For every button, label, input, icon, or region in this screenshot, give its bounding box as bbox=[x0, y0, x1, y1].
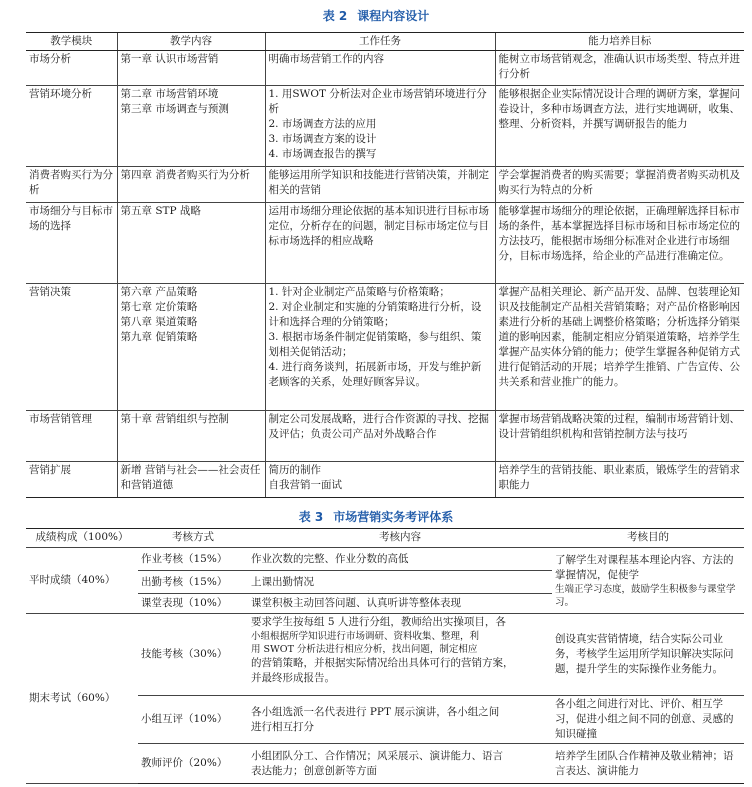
content-line: 并最终形成报告。 bbox=[251, 672, 335, 684]
content-line: 小组根据所学知识进行市场调研、资料收集、整理，利 bbox=[251, 631, 480, 642]
table-row bbox=[26, 51, 744, 86]
module-cell: 消费者购买行为分析 bbox=[26, 167, 117, 203]
assessment-content-cell bbox=[248, 614, 552, 696]
tasks-cell bbox=[265, 462, 495, 498]
course-content-table bbox=[26, 32, 744, 498]
task-line: 自我营销一面试 bbox=[268, 479, 342, 491]
assessment-content-cell bbox=[248, 696, 552, 744]
purpose-cell: 培养学生团队合作精神及敬业精神；语言表达、演讲能力 bbox=[552, 744, 744, 784]
header-purpose: 考核目的 bbox=[552, 529, 744, 548]
content-line: 表达能力；创意创新等方面 bbox=[251, 764, 377, 777]
tasks-cell bbox=[265, 167, 495, 203]
task-line: 明确市场营销工作的内容 bbox=[268, 53, 384, 65]
assessment-table bbox=[26, 528, 744, 784]
assessment-content-cell: 上课出勤情况 bbox=[248, 571, 552, 594]
tasks-cell bbox=[265, 86, 495, 167]
table-header-row bbox=[26, 529, 744, 548]
tasks-cell bbox=[265, 203, 495, 284]
content-line: 进行相互打分 bbox=[251, 720, 314, 733]
tasks-cell bbox=[265, 411, 495, 462]
purpose-cell: 各小组之间进行对比、评价、相互学习，促进小组之间不同的创意、灵感的知识碰撞 bbox=[552, 696, 744, 744]
table2-caption bbox=[0, 7, 752, 24]
content-cell bbox=[117, 462, 265, 498]
table-row bbox=[26, 548, 744, 571]
goal-cell: 掌握市场营销战略决策的过程，编制市场营销计划、设计营销组织机构和营销控制方法与技巧 bbox=[495, 411, 744, 462]
table-row bbox=[26, 203, 744, 284]
content-line: 新增 营销与社会——社会责任和营销道德 bbox=[120, 464, 261, 491]
module-cell: 市场细分与目标市场的选择 bbox=[26, 203, 117, 284]
task-line: 1. 用SWOT 分析法对企业市场营销环境进行分析 bbox=[268, 88, 487, 115]
content-cell bbox=[117, 411, 265, 462]
table-row bbox=[26, 284, 744, 411]
header-content: 教学内容 bbox=[117, 33, 265, 51]
content-line: 用 SWOT 分析法进行相应分析，找出问题，制定相应 bbox=[251, 644, 478, 655]
method-cell: 小组互评（10%） bbox=[138, 696, 248, 744]
task-line: 运用市场细分理论依据的基本知识进行目标市场定位，分析存在的问题，制定目标市场定位与目标市场选择的相应战略 bbox=[268, 205, 489, 247]
table2-caption-title: 课程内容设计 bbox=[357, 9, 430, 23]
goal-cell: 能够掌握市场细分的理论依据，正确理解选择目标市场的条件，基本掌握选择目标市场和目标市场定位的方法技巧，能根据市场细分标准对企业进行市场细分，目标市场选择，给企业的产品进行准确定位。 bbox=[495, 203, 744, 284]
content-line: 第六章 产品策略 bbox=[120, 286, 198, 298]
content-line: 第八章 渠道策略 bbox=[120, 316, 198, 328]
table-row bbox=[26, 614, 744, 696]
task-line: 简历的制作 bbox=[268, 464, 321, 476]
module-cell: 市场营销管理 bbox=[26, 411, 117, 462]
goal-cell: 培养学生的营销技能、职业素质，锻炼学生的营销求职能力 bbox=[495, 462, 744, 498]
task-line: 2. 市场调查方法的应用 bbox=[268, 118, 377, 130]
table3-caption-title: 市场营销实务考评体系 bbox=[333, 510, 454, 524]
method-cell: 作业考核（15%） bbox=[138, 548, 248, 571]
content-line: 第七章 定价策略 bbox=[120, 301, 198, 313]
purpose-line: 生端正学习态度，鼓励学生积极参与课堂学习。 bbox=[555, 583, 736, 608]
header-goal: 能力培养目标 bbox=[495, 33, 744, 51]
purpose-line: 了解学生对课程基本理论内容、方法的掌握情况，促使学 bbox=[555, 553, 734, 581]
table-row bbox=[26, 411, 744, 462]
module-cell: 市场分析 bbox=[26, 51, 117, 86]
content-cell bbox=[117, 203, 265, 284]
assessment-content-cell bbox=[248, 744, 552, 784]
assessment-content-cell: 课堂积极主动回答问题、认真听讲等整体表现 bbox=[248, 594, 552, 614]
header-assessment-content: 考核内容 bbox=[248, 529, 552, 548]
task-line: 3. 根据市场条件制定促销策略，参与组织、策划相关促销活动； bbox=[268, 331, 482, 358]
content-line: 第二章 市场营销环境 bbox=[120, 88, 219, 100]
content-cell bbox=[117, 284, 265, 411]
group-label-final: 期末考试（60%） bbox=[26, 614, 138, 784]
task-line: 3. 市场调查方案的设计 bbox=[268, 133, 377, 145]
method-cell: 课堂表现（10%） bbox=[138, 594, 248, 614]
method-cell: 教师评价（20%） bbox=[138, 744, 248, 784]
content-line: 第一章 认识市场营销 bbox=[120, 53, 219, 65]
goal-cell: 掌握产品相关理论、新产品开发、品牌、包装理论知识及技能制定产品相关营销策略；对产品价格影响因素进行分析的基础上调整价格策略；分析选择分销渠道的影响因素，能制定相应分销渠道策略，培养学生掌握产品实体分销的能力；使学生掌握各种促销方式进行促销活动的开展；培养学生推销、广告宣传、公共关系和营业推广的能力。 bbox=[495, 284, 744, 411]
content-line: 第十章 营销组织与控制 bbox=[120, 413, 229, 425]
header-module: 教学模块 bbox=[26, 33, 117, 51]
task-line: 能够运用所学知识和技能进行营销决策，并制定相关的营销 bbox=[268, 169, 489, 196]
table-row bbox=[26, 167, 744, 203]
table-row bbox=[26, 86, 744, 167]
task-line: 1. 针对企业制定产品策略与价格策略； bbox=[268, 286, 450, 298]
task-line: 4. 进行商务谈判，拓展新市场，开发与维护新老顾客的关系，处理好顾客异议。 bbox=[268, 361, 482, 388]
content-line: 第三章 市场调查与预测 bbox=[120, 103, 229, 115]
task-line: 4. 市场调查报告的撰写 bbox=[268, 148, 377, 160]
tasks-cell bbox=[265, 51, 495, 86]
content-line: 第九章 促销策略 bbox=[120, 331, 198, 343]
group-label-regular: 平时成绩（40%） bbox=[26, 548, 138, 614]
assessment-content-cell: 作业次数的完整、作业分数的高低 bbox=[248, 548, 552, 571]
module-cell: 营销环境分析 bbox=[26, 86, 117, 167]
content-cell bbox=[117, 86, 265, 167]
goal-cell: 能够根据企业实际情况设计合理的调研方案，掌握问卷设计，多种市场调查方法，进行实地调研，收集、整理、分析资料，并撰写调研报告的能力 bbox=[495, 86, 744, 167]
header-tasks: 工作任务 bbox=[265, 33, 495, 51]
content-line: 小组团队分工、合作情况；风采展示、演讲能力、语言 bbox=[251, 749, 503, 762]
purpose-cell: 创设真实营销情境，结合实际公司业务，考核学生运用所学知识解决实际问题，提升学生的实际操作业务能力。 bbox=[552, 614, 744, 696]
content-line: 第五章 STP 战略 bbox=[120, 205, 201, 217]
table3-caption-number: 表 3 bbox=[298, 510, 324, 524]
header-composition: 成绩构成（100%） bbox=[26, 529, 138, 548]
content-line: 第四章 消费者购买行为分析 bbox=[120, 169, 250, 181]
goal-cell: 学会掌握消费者的购买需要；掌握消费者购买动机及购买行为特点的分析 bbox=[495, 167, 744, 203]
module-cell: 营销决策 bbox=[26, 284, 117, 411]
module-cell: 营销扩展 bbox=[26, 462, 117, 498]
header-method: 考核方式 bbox=[138, 529, 248, 548]
task-line: 2. 对企业制定和实施的分销策略进行分析，设计和选择合理的分销策略； bbox=[268, 301, 482, 328]
content-line: 各小组选派一名代表进行 PPT 展示演讲，各小组之间 bbox=[251, 705, 500, 718]
content-cell bbox=[117, 167, 265, 203]
table2-caption-number: 表 2 bbox=[322, 9, 348, 23]
content-line: 要求学生按每组 5 人进行分组，教师给出实操项目，各 bbox=[251, 616, 506, 628]
table-row bbox=[26, 462, 744, 498]
tasks-cell bbox=[265, 284, 495, 411]
table3-caption bbox=[0, 508, 752, 525]
content-cell bbox=[117, 51, 265, 86]
content-line: 的营销策略，并根据实际情况给出具体可行的营销方案， bbox=[251, 657, 514, 669]
method-cell: 技能考核（30%） bbox=[138, 614, 248, 696]
purpose-cell bbox=[552, 548, 744, 614]
task-line: 制定公司发展战略，进行合作资源的寻找、挖掘及评估；负责公司产品对外战略合作 bbox=[268, 413, 489, 440]
goal-cell: 能树立市场营销观念，准确认识市场类型、特点并进行分析 bbox=[495, 51, 744, 86]
method-cell: 出勤考核（15%） bbox=[138, 571, 248, 594]
table-header-row bbox=[26, 33, 744, 51]
